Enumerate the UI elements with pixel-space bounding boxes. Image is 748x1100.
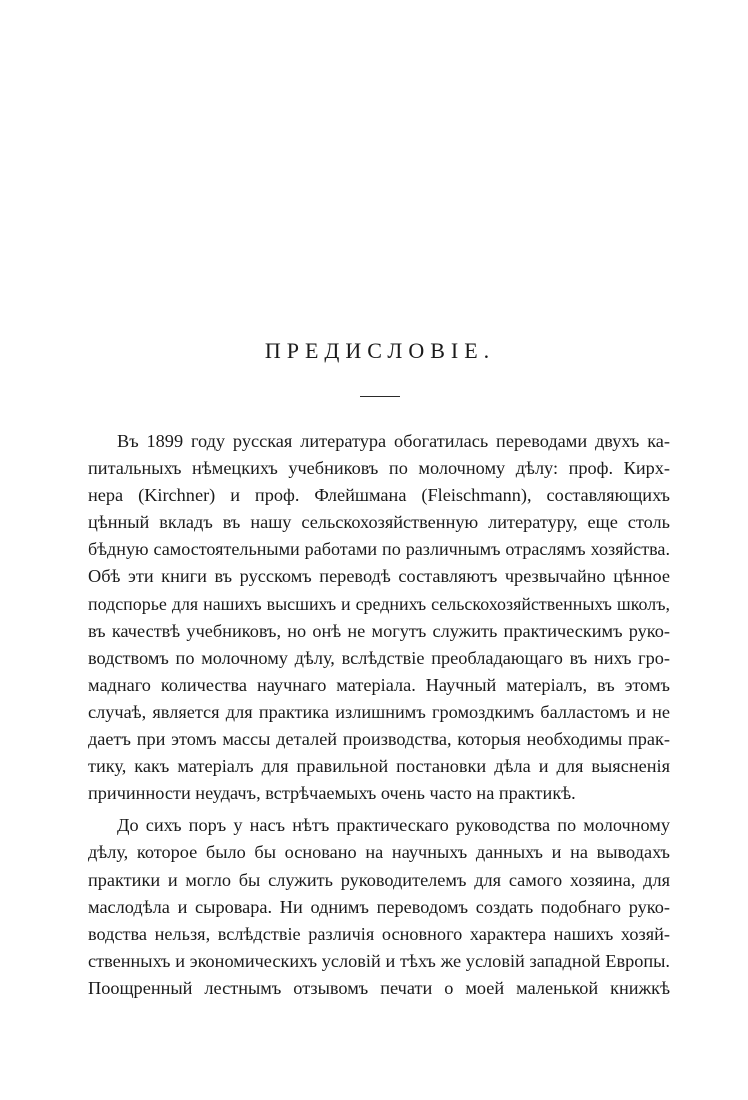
text-line: Въ 1899 году русская литература обогатилась переводами двухъ ка- [117, 431, 670, 451]
paragraph [88, 812, 670, 1002]
text-line: даетъ при этомъ массы деталей производства, которыя необходимы прак- [88, 729, 670, 750]
text-line: маслодѣла и сыровара. Ни однимъ переводомъ создать подобнаго руко- [88, 896, 670, 917]
text-line: водствомъ по молочному дѣлу, вслѣдствіе преобладающаго въ нихъ гро- [88, 647, 670, 668]
text-line: подспорье для нашихъ высшихъ и среднихъ сельскохозяйственныхъ школъ, [88, 593, 670, 614]
text-line: причинности неудачъ, встрѣчаемыхъ очень часто на практикѣ. [88, 783, 576, 804]
text-line: въ качествѣ учебниковъ, но онѣ не могутъ служить практическимъ руко- [88, 620, 670, 641]
body-text [88, 428, 670, 1002]
text-line: маднаго количества научнаго матеріала. Научный матеріалъ, въ этомъ [88, 674, 670, 695]
text-line: питальныхъ нѣмецкихъ учебниковъ по молочному дѣлу: проф. Кирх- [88, 458, 670, 479]
text-line: Поощренный лестнымъ отзывомъ печати о моей маленькой книжкѣ [88, 977, 670, 998]
text-line: дѣлу, которое было бы основано на научныхъ данныхъ и на выводахъ [88, 842, 670, 863]
text-line: бѣдную самостоятельными работами по различнымъ отраслямъ хозяйства. [88, 539, 670, 560]
text-line: цѣнный вкладъ въ нашу сельскохозяйственную литературу, еще столь [88, 512, 670, 533]
text-line: случаѣ, является для практика излишнимъ громоздкимъ балластомъ и не [88, 701, 670, 722]
text-line: Обѣ эти книги въ русскомъ переводѣ составляютъ чрезвычайно цѣнное [88, 566, 670, 587]
page-title: ПРЕДИСЛОВІЕ. [264, 338, 496, 363]
text-line: водства нельзя, вслѣдствіе различія основного характера нашихъ хозяй- [88, 923, 670, 944]
text-line: ственныхъ и экономическихъ условій и тѣхъ же условій западной Европы. [88, 950, 670, 971]
text-line: нера (Kirchner) и проф. Флейшмана (Fleischmann), составляющихъ [88, 485, 670, 506]
text-line: тику, какъ матеріалъ для правильной постановки дѣла и для выясненія [88, 756, 670, 777]
text-line: практики и могло бы служить руководителемъ для самого хозяина, для [88, 869, 670, 890]
title-divider [360, 396, 400, 397]
text-line: До сихъ поръ у насъ нѣтъ практическаго руководства по молочному [117, 815, 670, 836]
paragraph [88, 428, 670, 807]
